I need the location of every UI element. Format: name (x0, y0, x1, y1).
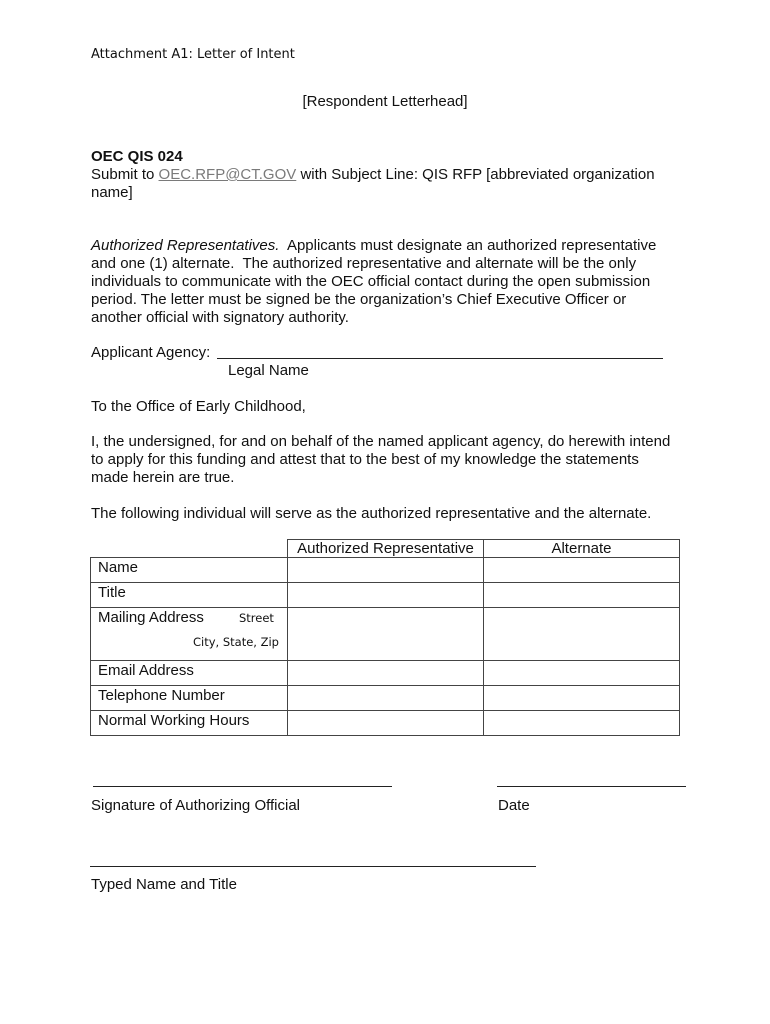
alt-address-cell[interactable] (484, 608, 680, 661)
legal-name-label: Legal Name (228, 362, 309, 379)
letterhead-placeholder: [Respondent Letterhead] (302, 93, 468, 110)
alt-title-cell[interactable] (484, 583, 680, 608)
rep-phone-cell[interactable] (288, 686, 484, 711)
following-statement: The following individual will serve as the authorized representative and the alternate. (91, 505, 652, 522)
row-label-mailing (91, 608, 288, 661)
applicant-agency-label: Applicant Agency: (91, 344, 211, 361)
auth-reps-line-5: another official with signatory authority. (91, 309, 349, 326)
typed-name-label: Typed Name and Title (91, 876, 237, 893)
rep-hours-cell[interactable] (288, 711, 484, 736)
auth-reps-heading: Authorized Representatives. (91, 237, 280, 254)
auth-reps-line-3: individuals to communicate with the OEC official contact during the open submission (91, 273, 651, 290)
row-label-phone: Telephone Number (91, 686, 288, 711)
submit-line-2: name] (91, 184, 133, 201)
representatives-table (90, 539, 680, 736)
table-row (91, 661, 680, 686)
alt-hours-cell[interactable] (484, 711, 680, 736)
table-row (91, 583, 680, 608)
row-label-name: Name (91, 558, 288, 583)
submit-line (91, 166, 655, 184)
row-label-title: Title (91, 583, 288, 608)
header-blank (91, 540, 288, 558)
auth-reps-text: Applicants must designate an authorized representative (279, 237, 657, 254)
date-line[interactable] (497, 786, 686, 787)
alt-name-cell[interactable] (484, 558, 680, 583)
header-alternate: Alternate (484, 540, 680, 558)
rep-title-cell[interactable] (288, 583, 484, 608)
row-label-email: Email Address (91, 661, 288, 686)
row-label-hours: Normal Working Hours (91, 711, 288, 736)
street-label: Street (239, 611, 274, 625)
header-authorized-rep: Authorized Representative (288, 540, 484, 558)
table-row (91, 686, 680, 711)
table-row (91, 608, 680, 661)
attest-line-3: made herein are true. (91, 469, 235, 486)
rep-address-cell[interactable] (288, 608, 484, 661)
rep-email-cell[interactable] (288, 661, 484, 686)
date-label: Date (498, 797, 530, 814)
city-state-zip-label: City, State, Zip (193, 635, 279, 649)
submit-email-link[interactable]: OEC.RFP@CT.GOV (158, 166, 297, 183)
submit-prefix: Submit to (91, 166, 159, 183)
attest-line-1: I, the undersigned, for and on behalf of the named applicant agency, do herewith intend (91, 433, 671, 450)
signature-label: Signature of Authorizing Official (91, 797, 301, 814)
alt-phone-cell[interactable] (484, 686, 680, 711)
auth-reps-line-4: period. The letter must be signed be the organization’s Chief Executive Officer or (91, 291, 627, 308)
attest-line-2: to apply for this funding and attest that to the best of my knowledge the statements (91, 451, 639, 468)
mailing-address-label: Mailing Address (98, 609, 204, 626)
auth-reps-line-1 (91, 237, 656, 255)
document-code: OEC QIS 024 (91, 148, 183, 165)
typed-name-line[interactable] (90, 866, 536, 867)
signature-line[interactable] (93, 786, 392, 787)
table-row (91, 558, 680, 583)
table-row (91, 711, 680, 736)
salutation: To the Office of Early Childhood, (91, 398, 306, 415)
submit-suffix: with Subject Line: QIS RFP [abbreviated organization (296, 166, 655, 183)
auth-reps-line-2: and one (1) alternate. The authorized representative and alternate will be the only (91, 255, 637, 272)
attachment-title: Attachment A1: Letter of Intent (91, 47, 295, 62)
table-header-row (91, 540, 680, 558)
alt-email-cell[interactable] (484, 661, 680, 686)
applicant-agency-field[interactable] (217, 358, 663, 359)
rep-name-cell[interactable] (288, 558, 484, 583)
